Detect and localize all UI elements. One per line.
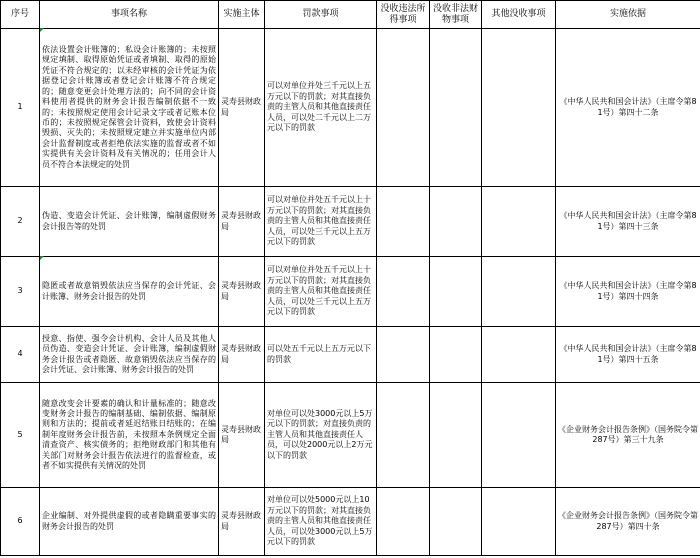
header-row (1, 1, 700, 29)
header-basis: 实施依据 (556, 1, 700, 29)
cell-subject: 灵寿县财政局 (219, 29, 265, 187)
cell-illegal-property (430, 383, 482, 488)
table-row (1, 488, 700, 556)
cell-subject: 灵寿县财政局 (219, 257, 265, 327)
cell-illegal-income (377, 383, 430, 488)
cell-basis: 《中华人民共和国会计法》（主席令第81号）第四十四条 (556, 257, 700, 327)
cell-no: 3 (1, 257, 40, 327)
cell-basis: 《中华人民共和国会计法》（主席令第81号）第四十二条 (556, 29, 700, 187)
cell-item-name: 依法设置会计账簿的；私设会计账簿的；未按照规定填制、取得原始凭证或者填制、取得的原始凭证不符合规定的；以未经审核的会计凭证为依据登记会计账簿或者登记会计账簿不符合规定的；随意变更会计处理方法的；向不同的会计资料使用者提供的财务会计报告编制依据不一致的；未按照规定使用会计记录文字或者记账本位币的；未按照规定保管会计资料，致使会计资料毁损、灭失的；未按照规定建立并实施单位内部会计监督制度或者拒绝依法实施的监督或者不如实提供有关会计资料及有关情况的；任用会计人员不符合本法规定的处罚 (40, 29, 219, 187)
cell-other (482, 488, 556, 556)
cell-subject: 灵寿县财政局 (219, 187, 265, 257)
table-row (1, 187, 700, 257)
cell-other (482, 257, 556, 327)
cell-item-name: 企业编制、对外提供虚假的或者隐瞒重要事实的财务会计报告的处罚 (40, 488, 219, 556)
cell-fine: 对单位可以处5000元以上10万元以下的罚款；对其直接负责的主管人员和其他直接责任人员，可以处3000元以上5万元以下的罚款 (265, 488, 377, 556)
header-fine: 罚款事项 (265, 1, 377, 29)
cell-other (482, 29, 556, 187)
header-illegal-property: 没收非法财物事项 (430, 1, 482, 29)
cell-illegal-property (430, 327, 482, 383)
cell-basis: 《企业财务会计报告条例》（国务院令第287号）第三十九条 (556, 383, 700, 488)
cell-subject: 灵寿县财政局 (219, 488, 265, 556)
cell-item-name: 授意、指使、强令会计机构、会计人员及其他人员伪造、变造会计凭证、会计账簿，编制虚假财务会计报告或者隐匿、故意销毁依法应当保存的会计凭证、会计账簿、财务会计报告的处罚 (40, 327, 219, 383)
cell-illegal-property (430, 187, 482, 257)
header-no: 序号 (1, 1, 40, 29)
cell-no: 5 (1, 383, 40, 488)
cell-fine: 可以对单位并处五千元以上十万元以下的罚款；对其直接负责的主管人员和其他直接责任人员，可以处三千元以上五万元以下的罚款 (265, 257, 377, 327)
cell-no: 2 (1, 187, 40, 257)
cell-fine: 对单位可以处3000元以上5万元以下的罚款；对直接负责的主管人员和其他直接责任人员，可以处2000元以上2万元以下的罚款 (265, 383, 377, 488)
cell-basis: 《中华人民共和国会计法》（主席令第81号）第四十五条 (556, 327, 700, 383)
header-item-name: 事项名称 (40, 1, 219, 29)
cell-basis: 《企业财务会计报告条例》（国务院令第287号）第四十条 (556, 488, 700, 556)
cell-no: 4 (1, 327, 40, 383)
cell-basis: 《中华人民共和国会计法》（主席令第81号）第四十三条 (556, 187, 700, 257)
cell-item-name: 伪造、变造会计凭证、会计账簿，编制虚假财务会计报告等的处罚 (40, 187, 219, 257)
cell-item-name: 隐匿或者故意销毁依法应当保存的会计凭证、会计账簿、财务会计报告的处罚 (40, 257, 219, 327)
cell-illegal-property (430, 29, 482, 187)
cell-subject: 灵寿县财政局 (219, 327, 265, 383)
cell-other (482, 187, 556, 257)
cell-item-name: 随意改变会计要素的确认和计量标准的；随意改变财务会计报告的编制基础、编制依据、编制原则和方法的；提前或者延迟结账日结账的；在编制年度财务会计报告前，未按照本条例规定全面清查资产、核实债务的；拒绝财政部门和其他有关部门对财务会计报告依法进行的监督检查，或者不如实提供有关情况的处罚 (40, 383, 219, 488)
cell-illegal-property (430, 257, 482, 327)
cell-illegal-income (377, 488, 430, 556)
cell-other (482, 383, 556, 488)
cell-no: 1 (1, 29, 40, 187)
cell-illegal-income (377, 187, 430, 257)
cell-other (482, 327, 556, 383)
table-row (1, 29, 700, 187)
header-subject: 实施主体 (219, 1, 265, 29)
cell-illegal-income (377, 29, 430, 187)
cell-illegal-income (377, 257, 430, 327)
cell-comment-marker (40, 256, 44, 260)
cell-illegal-property (430, 488, 482, 556)
header-illegal-income: 没收违法所得事项 (377, 1, 430, 29)
cell-comment-marker (40, 28, 44, 32)
cell-fine: 可以处五千元以上五万元以下的罚款 (265, 327, 377, 383)
cell-illegal-income (377, 327, 430, 383)
cell-subject: 灵寿县财政局 (219, 383, 265, 488)
table-row (1, 327, 700, 383)
table-row (1, 257, 700, 327)
cell-no: 6 (1, 488, 40, 556)
table-row (1, 383, 700, 488)
header-other: 其他没收事项 (482, 1, 556, 29)
cell-fine: 可以对单位并处五千元以上十万元以下的罚款；对其直接负责的主管人员和其他直接责任人员，可以处三千元以上五万元以下的罚款 (265, 187, 377, 257)
cell-fine: 可以对单位并处三千元以上五万元以下的罚款；对其直接负责的主管人员和其他直接责任人员，可以处二千元以上二万元以下的罚款 (265, 29, 377, 187)
